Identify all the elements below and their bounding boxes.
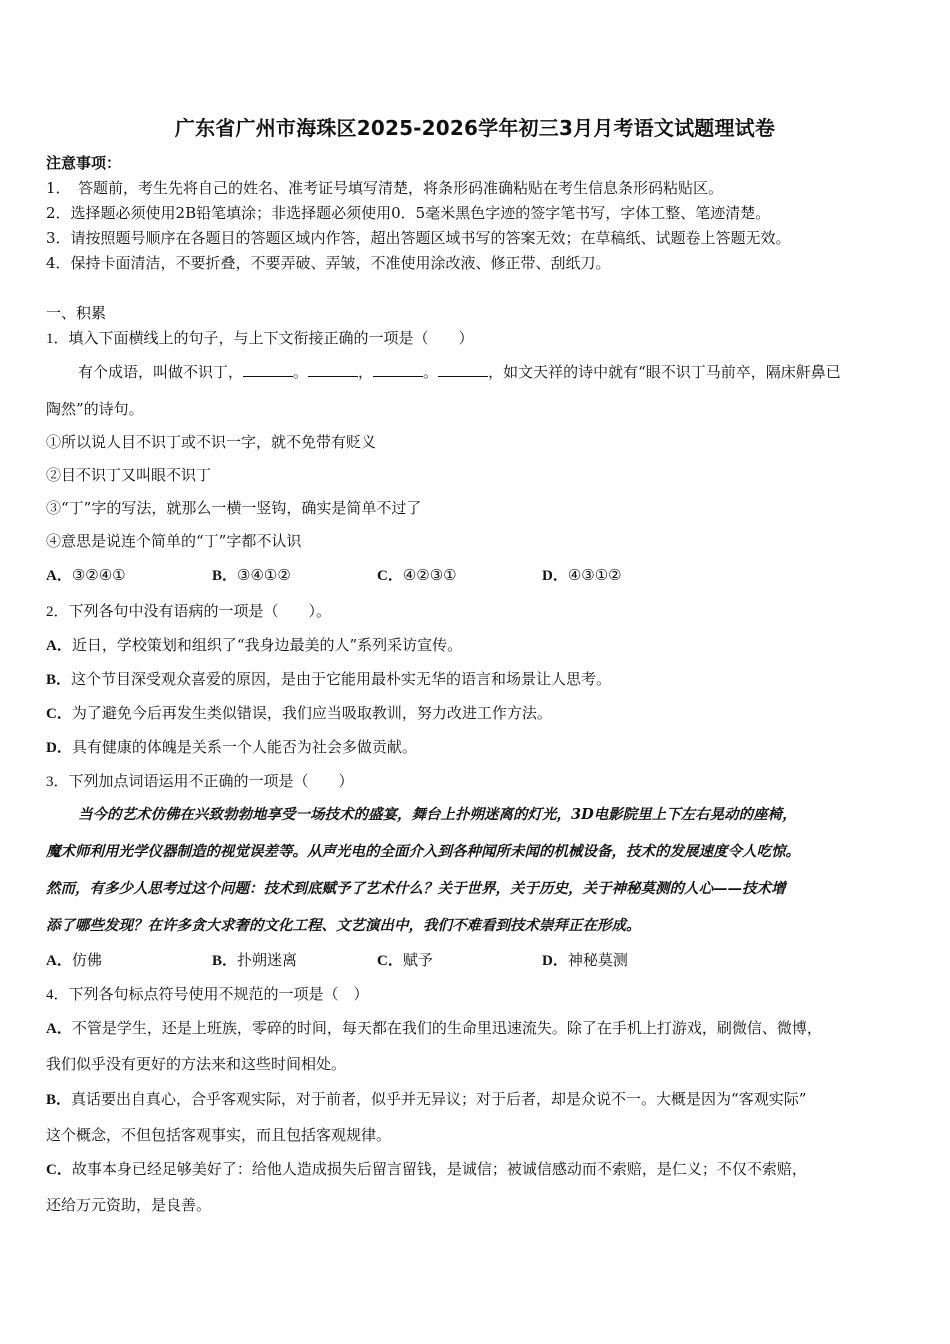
q3-option-d[interactable]: D．神秘莫测	[542, 951, 628, 969]
q3-option-b[interactable]: B．扑朔迷离	[212, 951, 298, 969]
q1-option-b[interactable]: B．③④①②	[212, 566, 291, 584]
question-2-text: 下列各句中没有语病的一项是（ ）。	[68, 602, 332, 620]
q2-option-c[interactable]: C．为了避免今后再发生类似错误，我们应当吸取教训，努力改进工作方法。	[46, 704, 552, 722]
blank-3[interactable]	[373, 362, 423, 377]
sentence-3: ③“丁”字的写法，就那么一横一竖钩，确实是简单不过了	[46, 499, 422, 517]
q1-option-d[interactable]: D．④③①②	[542, 566, 622, 584]
question-3-text: 下列加点词语运用不正确的一项是（ ）	[68, 772, 354, 790]
notice-heading: 注意事项：	[46, 154, 122, 172]
q3-option-c[interactable]: C．赋予	[377, 951, 433, 969]
q3-passage-line-3: 然而，有多少人思考过这个问题：技术到底赋予了艺术什么？关于世界，关于历史，关于神秘莫测的人心——技术增	[46, 880, 786, 897]
question-3-stem	[46, 770, 354, 791]
sentence-1: ①所以说人目不识丁或不识一字，就不免带有贬义	[46, 433, 377, 451]
q4-option-c[interactable]: C．故事本身已经足够美好了：给他人造成损失后留言留钱，是诚信；被诚信感动而不索赔，是仁义；不仅不索赔，	[46, 1160, 807, 1178]
blank-4[interactable]	[438, 362, 488, 377]
q3-option-a[interactable]: A．仿佛	[46, 951, 102, 969]
sentence-4: ④意思是说连个简单的“丁”字都不认识	[46, 532, 302, 550]
q3-passage-line-4: 添了哪些发现？在许多贪大求奢的文化工程、文艺演出中，我们不难看到技术崇拜正在形成。	[46, 917, 641, 934]
notice-item-1: 1． 答题前，考生先将自己的姓名、准考证号填写清楚，将条形码准确粘贴在考生信息条形码粘贴区。	[46, 179, 724, 197]
q1-option-c[interactable]: C．④②③①	[377, 566, 457, 584]
question-4-stem	[46, 983, 369, 1004]
question-2-number: 2．	[46, 604, 69, 620]
notice-item-3: 3．请按照题号顺序在各题目的答题区域内作答，超出答题区域书写的答案无效；在草稿纸、试题卷上答题无效。	[46, 229, 791, 247]
question-2-stem	[46, 600, 331, 621]
q1-option-a[interactable]: A．③②④①	[46, 566, 126, 584]
q4-option-b-cont: 这个概念，不但包括客观事实，而且包括客观规律。	[46, 1126, 392, 1144]
q4-option-b[interactable]: B．真话要出自真心，合乎客观实际，对于前者，似乎并无异议；对于后者，却是众说不一。大概是因为“客观实际”	[46, 1090, 807, 1108]
question-4-text: 下列各句标点符号使用不规范的一项是（ ）	[68, 985, 369, 1003]
sentence-2: ②目不识丁又叫眼不识丁	[46, 466, 212, 484]
q2-option-a[interactable]: A．近日，学校策划和组织了“我身边最美的人”系列采访宣传。	[46, 636, 463, 654]
q4-option-a[interactable]: A．不管是学生，还是上班族，零碎的时间，每天都在我们的生命里迅速流失。除了在手机上打游戏，刷微信、微博，	[46, 1019, 822, 1037]
q3-passage-line-1: 当今的艺术仿佛在兴致勃勃地享受一场技术的盛宴，舞台上扑朔迷离的灯光，3D电影院里上下左右晃动的座椅，	[78, 806, 797, 823]
question-1-passage: 有个成语，叫做不识丁， 。 ， 。 ，如文天祥的诗中就有“眼不识丁马前卒，隔床鼾鼻已	[78, 363, 841, 381]
notice-item-4: 4．保持卡面清洁，不要折叠，不要弄破、弄皱，不准使用涂改液、修正带、刮纸刀。	[46, 254, 611, 272]
q4-option-c-cont: 还给万元资助，是良善。	[46, 1196, 212, 1214]
section-heading: 一、积累	[46, 304, 107, 322]
q3-passage-line-2: 魔术师利用光学仪器制造的视觉误差等。从声光电的全面介入到各种闻所未闻的机械设备，技术的发展速度令人吃惊。	[46, 843, 800, 860]
question-3-number: 3．	[46, 774, 69, 790]
q2-option-b[interactable]: B．这个节目深受观众喜爱的原因，是由于它能用最朴实无华的语言和场景让人思考。	[46, 670, 612, 688]
blank-1[interactable]	[243, 362, 293, 377]
q2-option-d[interactable]: D．具有健康的体魄是关系一个人能否为社会多做贡献。	[46, 738, 417, 756]
question-1-text: 填入下面横线上的句子，与上下文衔接正确的一项是（ ）	[68, 329, 474, 347]
question-1-number: 1．	[46, 331, 69, 347]
blank-2[interactable]	[308, 362, 358, 377]
page-title: 广东省广州市海珠区2025-2026学年初三3月月考语文试题理试卷	[174, 116, 776, 140]
question-1-stem	[46, 327, 474, 348]
question-1-passage-line2: 陶然”的诗句。	[46, 400, 144, 418]
notice-item-2: 2．选择题必须使用2B铅笔填涂；非选择题必须使用0．5毫米黑色字迹的签字笔书写，字体工整、笔迹清楚。	[46, 204, 771, 222]
question-4-number: 4．	[46, 987, 69, 1003]
q4-option-a-cont: 我们似乎没有更好的方法来和这些时间相处。	[46, 1055, 347, 1073]
